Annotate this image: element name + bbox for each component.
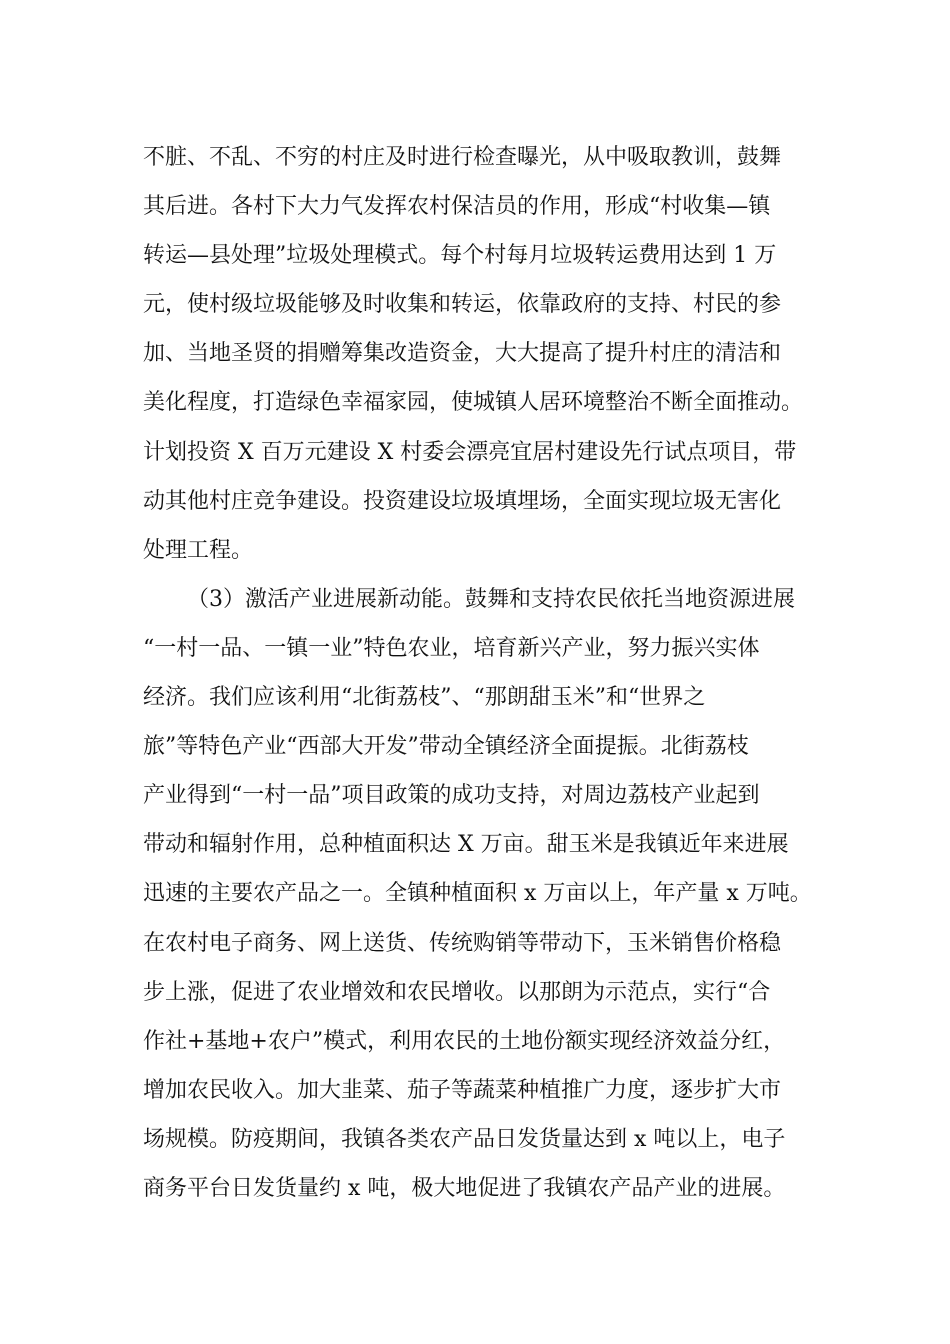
text-line: 其后进。各村下大力气发挥农村保洁员的作用，形成“村收集—镇 <box>143 194 771 220</box>
text-line: 不脏、不乱、不穷的村庄及时进行检查曝光，从中吸取教训，鼓舞 <box>143 145 782 170</box>
text-line: 美化程度，打造绿色幸福家园，使城镇人居环境整治不断全面推动。 <box>143 390 804 416</box>
text-line: 产业得到“一村一品”项目政策的成功支持，对周边荔枝产业起到 <box>143 783 760 809</box>
text-line: 步上涨，促进了农业增效和农民增收。以那朗为示范点，实行“合 <box>143 979 771 1005</box>
text-line: 增加农民收入。加大韭菜、茄子等蔬菜种植推广力度，逐步扩大市 <box>143 1077 782 1103</box>
text-line: 处理工程。 <box>143 537 254 563</box>
text-line: 动其他村庄竞争建设。投资建设垃圾填埋场，全面实现垃圾无害化 <box>143 488 782 514</box>
text-line: 迅速的主要农产品之一。全镇种植面积 x 万亩以上，年产量 x 万吨。 <box>143 881 812 907</box>
text-line: 场规模。防疫期间，我镇各类农产品日发货量达到 x 吨以上，电子 <box>143 1126 786 1152</box>
text-line: 在农村电子商务、网上送货、传统购销等带动下，玉米销售价格稳 <box>143 930 782 956</box>
text-line: 带动和辐射作用，总种植面积达 X 万亩。甜玉米是我镇近年来进展 <box>143 832 789 858</box>
text-line: 计划投资 X 百万元建设 X 村委会漂亮宜居村建设先行试点项目，带 <box>143 439 797 465</box>
text-line: 旅”等特色产业“西部大开发”带动全镇经济全面提振。北街荔枝 <box>143 734 749 760</box>
text-line: 元，使村级垃圾能够及时收集和转运，依靠政府的支持、村民的参 <box>143 292 782 318</box>
section-heading-line: （3）激活产业进展新动能。鼓舞和支持农民依托当地资源进展 <box>187 586 795 612</box>
text-line: 经济。我们应该利用“北街荔枝”、“那朗甜玉米”和“世界之 <box>143 685 706 711</box>
text-line: 作社+基地+农户”模式，利用农民的土地份额实现经济效益分红， <box>143 1028 786 1054</box>
text-line: 转运—县处理”垃圾处理模式。每个村每月垃圾转运费用达到 1 万 <box>143 243 777 269</box>
text-line: 加、当地圣贤的捐赠筹集改造资金，大大提高了提升村庄的清洁和 <box>143 341 782 367</box>
text-line: “一村一品、一镇一业”特色农业，培育新兴产业，努力振兴实体 <box>143 635 760 661</box>
text-line: 商务平台日发货量约 x 吨，极大地促进了我镇农产品产业的进展。 <box>143 1175 786 1201</box>
body-text <box>143 133 823 1213</box>
